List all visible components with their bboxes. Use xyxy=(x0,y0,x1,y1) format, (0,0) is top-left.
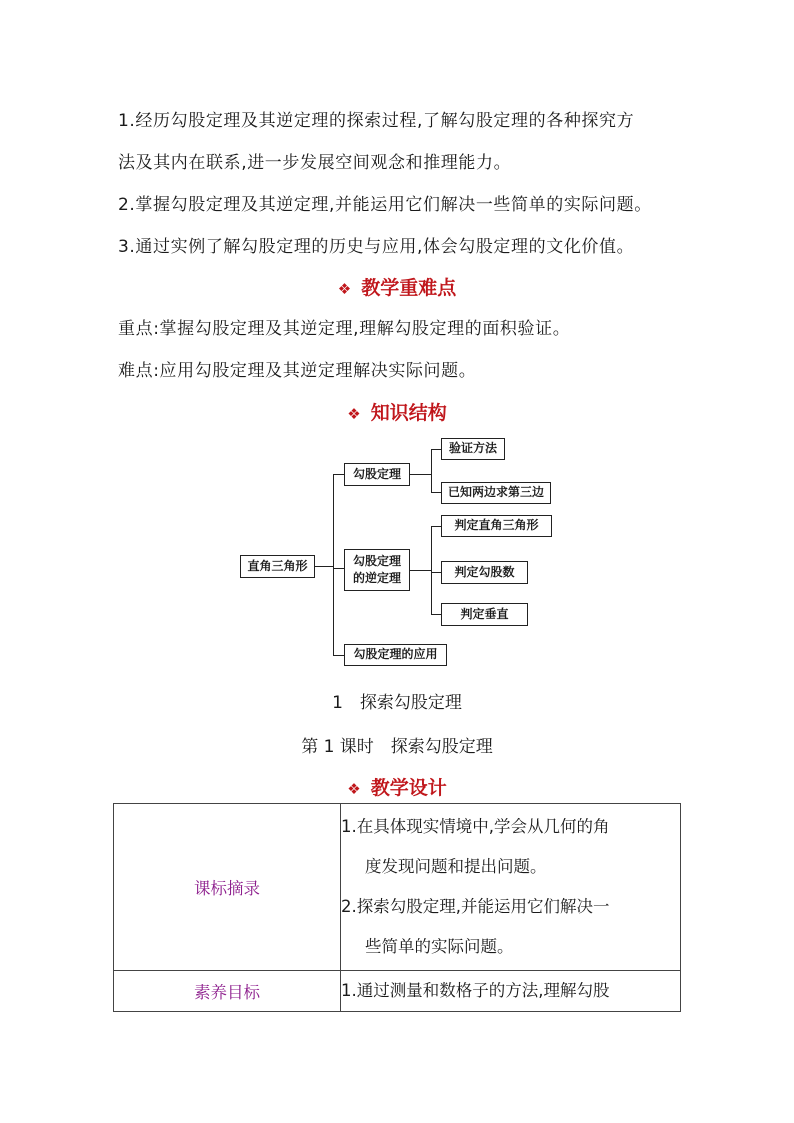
connector-line xyxy=(333,474,334,656)
node-determine-right-triangle: 判定直角三角形 xyxy=(441,515,552,537)
connector-line xyxy=(333,655,344,656)
connector-line xyxy=(431,449,432,493)
connector-line xyxy=(431,526,432,615)
objective-line-1: 1.经历勾股定理及其逆定理的探索过程,了解勾股定理的各种探究方 xyxy=(118,111,635,131)
connector-line xyxy=(333,474,344,475)
diamond-icon: ❖ xyxy=(337,280,352,298)
node-converse-theorem xyxy=(344,549,410,591)
connector-line xyxy=(410,570,432,571)
node-determine-perpendicular: 判定垂直 xyxy=(441,603,528,626)
connector-line xyxy=(431,572,441,573)
node-applications: 勾股定理的应用 xyxy=(344,644,447,666)
table-row xyxy=(114,804,681,971)
node-converse-line-1: 勾股定理 xyxy=(352,553,401,568)
connector-line xyxy=(431,614,441,615)
key-point: 重点:掌握勾股定理及其逆定理,理解勾股定理的面积验证。 xyxy=(118,319,571,339)
table-content-literacy-goals xyxy=(341,971,681,1012)
lesson-subtitle: 第 1 课时 探索勾股定理 xyxy=(301,737,493,757)
node-right-triangle-root: 直角三角形 xyxy=(240,555,315,578)
literacy-line: 1.通过测量和数格子的方法,理解勾股 xyxy=(341,981,610,1000)
standards-line: 些简单的实际问题。 xyxy=(365,937,514,956)
connector-line xyxy=(333,568,344,569)
table-label-standards: 课标摘录 xyxy=(114,804,341,971)
node-pythagorean-theorem: 勾股定理 xyxy=(344,463,410,486)
table-row xyxy=(114,971,681,1012)
table-content-standards xyxy=(341,804,681,971)
teaching-design-table xyxy=(113,803,681,1012)
key-points-heading xyxy=(0,273,794,300)
difficult-point: 难点:应用勾股定理及其逆定理解决实际问题。 xyxy=(118,361,477,381)
connector-line xyxy=(410,474,432,475)
diamond-icon: ❖ xyxy=(347,780,361,798)
key-points-title: 教学重难点 xyxy=(361,277,457,299)
objective-line-2: 法及其内在联系,进一步发展空间观念和推理能力。 xyxy=(118,153,512,173)
connector-line xyxy=(314,566,334,567)
objective-line-4: 3.通过实例了解勾股定理的历史与应用,体会勾股定理的文化价值。 xyxy=(118,237,635,257)
lesson-title: 1 探索勾股定理 xyxy=(332,693,462,713)
connector-line xyxy=(431,449,441,450)
structure-heading xyxy=(0,398,794,425)
node-determine-triples: 判定勾股数 xyxy=(441,561,528,584)
connector-line xyxy=(431,492,441,493)
design-heading xyxy=(0,773,794,800)
connector-line xyxy=(431,526,441,527)
diamond-icon: ❖ xyxy=(347,405,361,423)
design-title: 教学设计 xyxy=(370,777,447,799)
standards-line: 度发现问题和提出问题。 xyxy=(365,857,547,876)
node-find-third-side: 已知两边求第三边 xyxy=(441,482,551,504)
standards-line: 1.在具体现实情境中,学会从几何的角 xyxy=(341,817,610,836)
standards-line: 2.探索勾股定理,并能运用它们解决一 xyxy=(341,897,610,916)
table-label-literacy-goals: 素养目标 xyxy=(114,971,341,1012)
node-converse-line-2: 的逆定理 xyxy=(352,571,401,585)
structure-title: 知识结构 xyxy=(370,402,447,424)
objective-line-3: 2.掌握勾股定理及其逆定理,并能运用它们解决一些简单的实际问题。 xyxy=(118,195,652,215)
node-verification-methods: 验证方法 xyxy=(441,438,505,460)
